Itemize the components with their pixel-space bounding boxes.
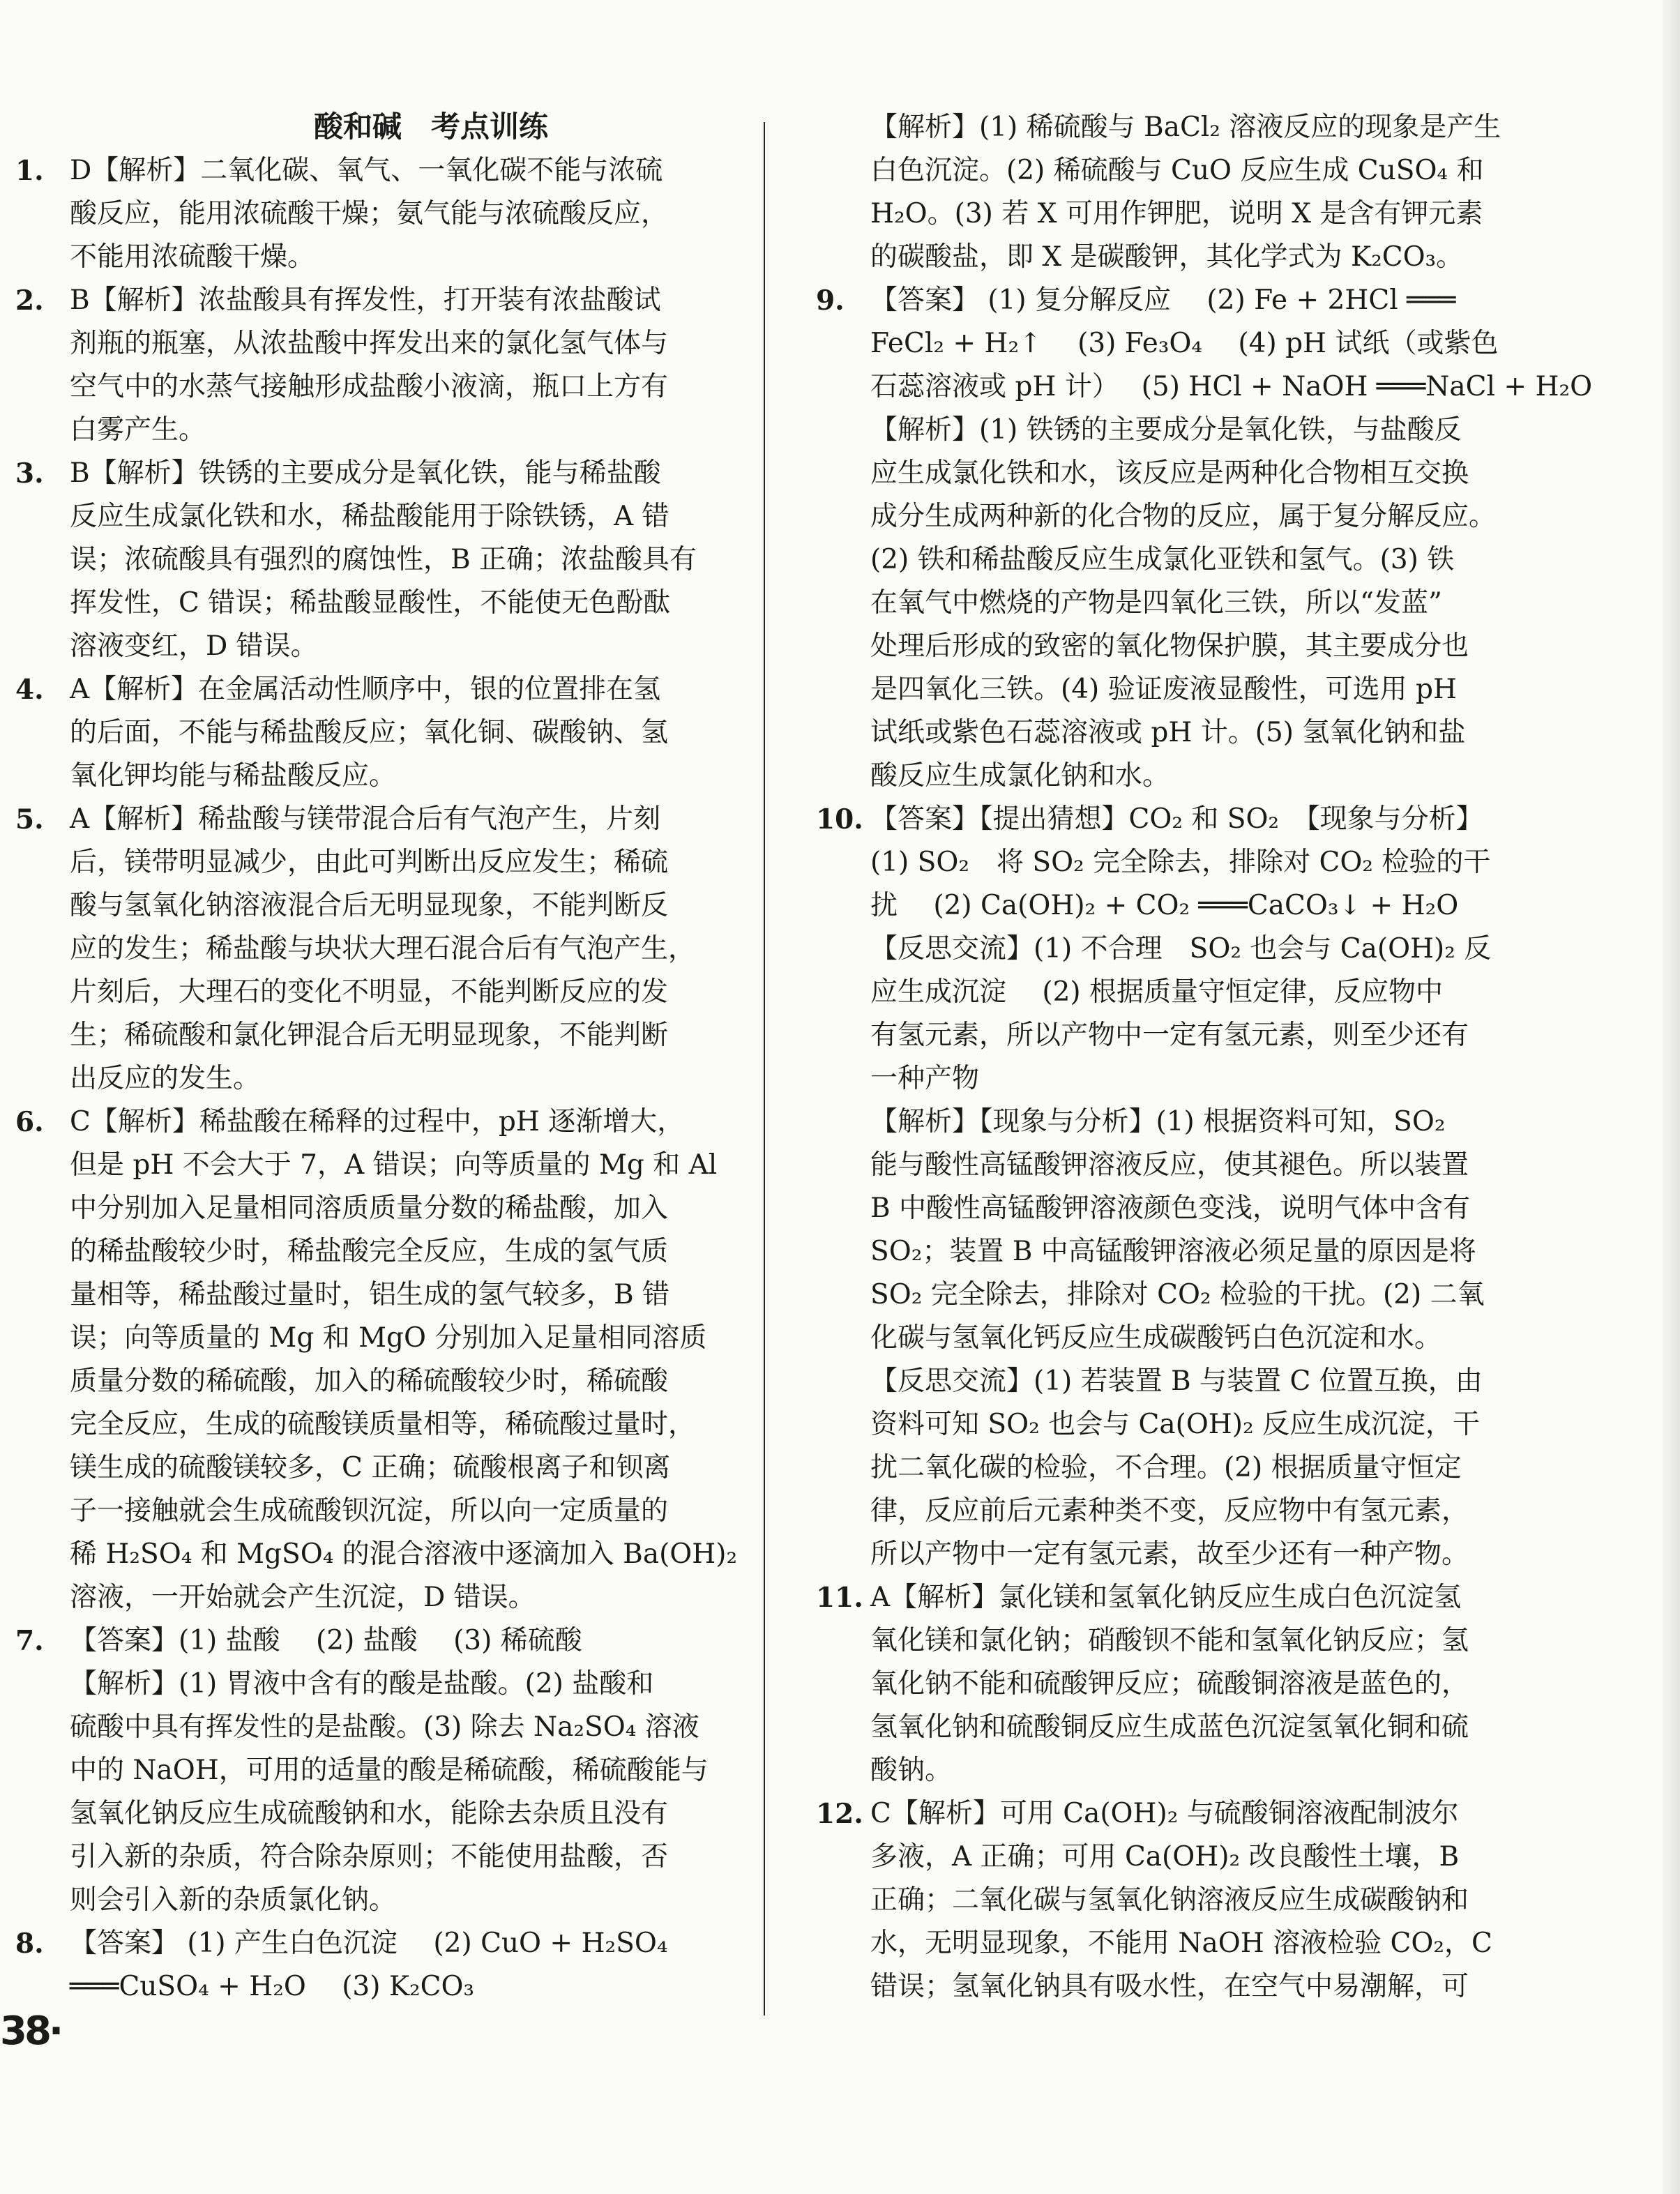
answer-line: 【解析】(1) 铁锈的主要成分是氧化铁，与盐酸反 xyxy=(870,414,1462,446)
answer-line: 剂瓶的瓶塞，从浓盐酸中挥发出来的氯化氢气体与 xyxy=(70,328,669,359)
answer-line: 反应生成氯化铁和水，稀盐酸能用于除铁锈，A 错 xyxy=(70,501,669,532)
answer-line: 生；稀硫酸和氯化钾混合后无明显现象，不能判断 xyxy=(70,1020,669,1051)
answer-line: 石蕊溶液或 pH 计） (5) HCl + NaOH ═══NaCl + H₂O xyxy=(870,371,1593,402)
question-number: 10. xyxy=(816,803,863,835)
answer-line: 能与酸性高锰酸钾溶液反应，使其褪色。所以装置 xyxy=(870,1149,1469,1181)
answer-line: 镁生成的硫酸镁较多，C 正确；硫酸根离子和钡离 xyxy=(70,1452,671,1483)
answer-item xyxy=(816,1792,1647,2008)
answer-line: 【反思交流】(1) 不合理 SO₂ 也会与 Ca(OH)₂ 反 xyxy=(870,933,1492,964)
answer-line: 一种产物 xyxy=(870,1063,980,1094)
answer-line: 酸钠。 xyxy=(870,1755,953,1786)
answer-item xyxy=(15,279,749,452)
page-number: 38· xyxy=(0,2008,61,2054)
answer-line: B【解析】铁锈的主要成分是氧化铁，能与稀盐酸 xyxy=(70,457,661,489)
answer-line: 水，无明显现象，不能用 NaOH 溶液检验 CO₂，C xyxy=(870,1928,1492,1959)
answer-line: 氧化钾均能与稀盐酸反应。 xyxy=(70,760,397,792)
question-number: 9. xyxy=(816,285,845,317)
answer-line: 酸反应生成氯化钠和水。 xyxy=(870,760,1170,792)
answer-item xyxy=(816,106,1647,279)
answer-line: 所以产物中一定有氢元素，故至少还有一种产物。 xyxy=(870,1538,1469,1570)
answer-line: SO₂ 完全除去，排除对 CO₂ 检验的干扰。(2) 二氧 xyxy=(870,1279,1485,1310)
answer-line: 【解析】(1) 胃液中含有的酸是盐酸。(2) 盐酸和 xyxy=(70,1668,654,1700)
answer-line: 的后面，不能与稀盐酸反应；氧化铜、碳酸钠、氢 xyxy=(70,717,669,748)
answer-line: 【反思交流】(1) 若装置 B 与装置 C 位置互换，由 xyxy=(870,1365,1483,1397)
answer-line: 稀 H₂SO₄ 和 MgSO₄ 的混合溶液中逐滴加入 Ba(OH)₂ xyxy=(70,1538,738,1570)
answer-line: 硫酸中具有挥发性的是盐酸。(3) 除去 Na₂SO₄ 溶液 xyxy=(70,1711,699,1743)
answer-line: 资料可知 SO₂ 也会与 Ca(OH)₂ 反应生成沉淀，干 xyxy=(870,1409,1481,1440)
answer-line: 酸反应，能用浓硫酸干燥；氨气能与浓硫酸反应， xyxy=(70,198,669,229)
answer-line: B【解析】浓盐酸具有挥发性，打开装有浓盐酸试 xyxy=(70,285,661,316)
answer-line: 化碳与氢氧化钙反应生成碳酸钙白色沉淀和水。 xyxy=(870,1322,1442,1354)
answer-line: 出反应的发生。 xyxy=(70,1063,261,1094)
answer-line: C【解析】可用 Ca(OH)₂ 与硫酸铜溶液配制波尔 xyxy=(870,1798,1459,1829)
answer-line: 正确；二氧化碳与氢氧化钠溶液反应生成碳酸钠和 xyxy=(870,1884,1469,1916)
answer-line: 挥发性，C 错误；稀盐酸显酸性，不能使无色酚酞 xyxy=(70,587,671,619)
answer-line: 有氢元素，所以产物中一定有氢元素，则至少还有 xyxy=(870,1020,1469,1051)
answer-line: 完全反应，生成的硫酸镁质量相等，稀硫酸过量时， xyxy=(70,1409,696,1440)
answer-line: 律，反应前后元素种类不变，反应物中有氢元素， xyxy=(870,1495,1469,1527)
answer-line: SO₂；装置 B 中高锰酸钾溶液必须足量的原因是将 xyxy=(870,1236,1476,1267)
answer-line: 应生成沉淀 (2) 根据质量守恒定律，反应物中 xyxy=(870,976,1444,1008)
answer-line: 子一接触就会生成硫酸钡沉淀，所以向一定质量的 xyxy=(70,1495,669,1527)
answer-item xyxy=(816,798,1647,1576)
answer-item xyxy=(15,149,749,279)
answer-line: 白色沉淀。(2) 稀硫酸与 CuO 反应生成 CuSO₄ 和 xyxy=(870,155,1484,186)
answer-line: (2) 铁和稀盐酸反应生成氯化亚铁和氢气。(3) 铁 xyxy=(870,544,1455,575)
answer-line: 中分别加入足量相同溶质质量分数的稀盐酸，加入 xyxy=(70,1193,669,1224)
answer-line: FeCl₂ + H₂↑ (3) Fe₃O₄ (4) pH 试纸（或紫色 xyxy=(870,328,1499,359)
question-number: 2. xyxy=(15,285,44,317)
column-divider xyxy=(764,122,765,2015)
answer-line: A【解析】氯化镁和氢氧化钠反应生成白色沉淀氢 xyxy=(870,1582,1462,1613)
answer-line: (1) SO₂ 将 SO₂ 完全除去，排除对 CO₂ 检验的干 xyxy=(870,847,1491,878)
answer-line: 多液，A 正确；可用 Ca(OH)₂ 改良酸性土壤，B xyxy=(870,1841,1460,1873)
question-number: 11. xyxy=(816,1582,863,1614)
question-number: 3. xyxy=(15,457,44,490)
answer-item xyxy=(15,798,749,1100)
page-edge-shadow xyxy=(1663,0,1680,2194)
question-number: 8. xyxy=(15,1928,44,1960)
question-number: 5. xyxy=(15,803,44,835)
answer-line: 溶液变红，D 错误。 xyxy=(70,630,318,662)
answer-line: H₂O。(3) 若 X 可用作钾肥，说明 X 是含有钾元素 xyxy=(870,198,1483,229)
answer-line: 在氧气中燃烧的产物是四氧化三铁，所以“发蓝” xyxy=(870,587,1442,619)
answer-line: 【答案】 (1) 产生白色沉淀 (2) CuO + H₂SO₄ xyxy=(70,1928,668,1959)
answer-line: 氢氧化钠反应生成硫酸钠和水，能除去杂质且没有 xyxy=(70,1798,669,1829)
answer-line: 白雾产生。 xyxy=(70,414,206,446)
answer-line: 质量分数的稀硫酸，加入的稀硫酸较少时，稀硫酸 xyxy=(70,1365,669,1397)
answer-item xyxy=(816,279,1647,798)
answer-line: D【解析】二氧化碳、氧气、一氧化碳不能与浓硫 xyxy=(70,155,663,186)
answer-line: ═══CuSO₄ + H₂O (3) K₂CO₃ xyxy=(70,1971,475,2002)
answer-line: B 中酸性高锰酸钾溶液颜色变浅，说明气体中含有 xyxy=(870,1193,1471,1224)
question-number: 6. xyxy=(15,1106,44,1138)
answer-line: 误；浓硫酸具有强烈的腐蚀性，B 正确；浓盐酸具有 xyxy=(70,544,697,575)
answer-line: 试纸或紫色石蕊溶液或 pH 计。(5) 氢氧化钠和盐 xyxy=(870,717,1466,748)
answer-line: 氧化钠不能和硫酸钾反应；硫酸铜溶液是蓝色的， xyxy=(870,1668,1469,1700)
right-column xyxy=(816,106,1647,2008)
answer-line: 则会引入新的杂质氯化钠。 xyxy=(70,1884,397,1916)
answer-line: 不能用浓硫酸干燥。 xyxy=(70,241,315,273)
answer-item xyxy=(15,1619,749,1922)
question-number: 12. xyxy=(816,1798,863,1830)
answer-line: 的稀盐酸较少时，稀盐酸完全反应，生成的氢气质 xyxy=(70,1236,669,1267)
answer-line: 处理后形成的致密的氧化物保护膜，其主要成分也 xyxy=(870,630,1469,662)
answer-line: 扰二氧化碳的检验，不合理。(2) 根据质量守恒定 xyxy=(870,1452,1462,1483)
left-answer-list xyxy=(15,149,749,2008)
answer-line: 中的 NaOH，可用的适量的酸是稀硫酸，稀硫酸能与 xyxy=(70,1755,709,1786)
answer-item xyxy=(15,1922,749,2008)
answer-line: 应生成氯化铁和水，该反应是两种化合物相互交换 xyxy=(870,457,1469,489)
answer-item xyxy=(15,452,749,668)
answer-line: 溶液，一开始就会产生沉淀，D 错误。 xyxy=(70,1582,536,1613)
answer-line: 氧化镁和氯化钠；硝酸钡不能和氢氧化钠反应；氢 xyxy=(870,1625,1469,1656)
answer-line: 【解析】【现象与分析】(1) 根据资料可知，SO₂ xyxy=(870,1106,1446,1137)
answer-item xyxy=(15,668,749,798)
answer-line: 【答案】 (1) 复分解反应 (2) Fe + 2HCl ═══ xyxy=(870,285,1456,316)
answer-line: 酸与氢氧化钠溶液混合后无明显现象，不能判断反 xyxy=(70,890,669,921)
answer-line: 量相等，稀盐酸过量时，铝生成的氢气较多，B 错 xyxy=(70,1279,670,1310)
answer-line: A【解析】稀盐酸与镁带混合后有气泡产生，片刻 xyxy=(70,803,661,835)
answer-line: 应的发生；稀盐酸与块状大理石混合后有气泡产生， xyxy=(70,933,696,964)
answer-line: 成分生成两种新的化合物的反应，属于复分解反应。 xyxy=(870,501,1497,532)
answer-item xyxy=(15,1100,749,1619)
answer-line: 扰 (2) Ca(OH)₂ + CO₂ ═══CaCO₃↓ + H₂O xyxy=(870,890,1459,921)
answer-line: 氢氧化钠和硫酸铜反应生成蓝色沉淀氢氧化铜和硫 xyxy=(870,1711,1469,1743)
question-number: 4. xyxy=(15,674,44,706)
answer-line: 错误；氢氧化钠具有吸水性，在空气中易潮解，可 xyxy=(870,1971,1469,2002)
answer-line: 后，镁带明显减少，由此可判断出反应发生；稀硫 xyxy=(70,847,669,878)
answer-item xyxy=(816,1576,1647,1792)
answer-line: 片刻后，大理石的变化不明显，不能判断反应的发 xyxy=(70,976,669,1008)
page-title: 酸和碱 考点训练 xyxy=(313,109,548,144)
answer-line: 引入新的杂质，符合除杂原则；不能使用盐酸，否 xyxy=(70,1841,669,1873)
question-number: 1. xyxy=(15,155,44,187)
answer-line: 是四氧化三铁。(4) 验证废液显酸性，可选用 pH xyxy=(870,674,1458,705)
answer-line: 空气中的水蒸气接触形成盐酸小液滴，瓶口上方有 xyxy=(70,371,669,402)
right-answer-list xyxy=(816,106,1647,2008)
answer-line: 【答案】【提出猜想】CO₂ 和 SO₂ 【现象与分析】 xyxy=(870,803,1483,835)
answer-line: 【答案】(1) 盐酸 (2) 盐酸 (3) 稀硫酸 xyxy=(70,1625,582,1656)
answer-line: C【解析】稀盐酸在稀释的过程中，pH 逐渐增大， xyxy=(70,1106,685,1137)
answer-line: 但是 pH 不会大于 7，A 错误；向等质量的 Mg 和 Al xyxy=(70,1149,718,1181)
answer-line: 误；向等质量的 Mg 和 MgO 分别加入足量相同溶质 xyxy=(70,1322,707,1354)
answer-line: 【解析】(1) 稀硫酸与 BaCl₂ 溶液反应的现象是产生 xyxy=(870,112,1501,143)
answer-line: A【解析】在金属活动性顺序中，银的位置排在氢 xyxy=(70,674,661,705)
question-number: 7. xyxy=(15,1625,44,1657)
answer-line: 的碳酸盐，即 X 是碳酸钾，其化学式为 K₂CO₃。 xyxy=(870,241,1464,273)
left-column xyxy=(15,105,749,2008)
